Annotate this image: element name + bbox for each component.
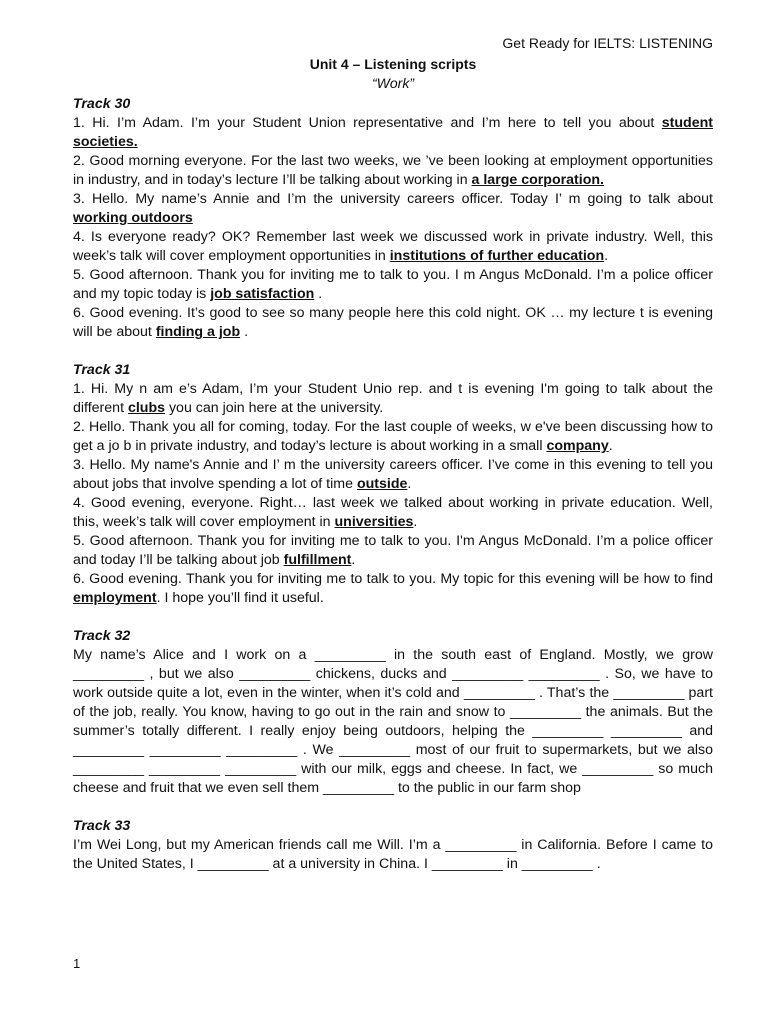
- unit-title: Unit 4 – Listening scripts: [309, 56, 477, 72]
- document-page: [73, 34, 713, 893]
- gap-fill-paragraph: I’m Wei Long, but my American friends call me Will. I’m a _________ in California. Before I came to the United States, I _________ at a university in China. I _________ in _________ .: [73, 837, 713, 872]
- answer-phrase: outside: [356, 476, 408, 492]
- script-line: 1. Hi. I’m Adam. I’m your Student Union representative and I’m here to tell you about student societies.: [73, 115, 713, 150]
- script-line: 6. Good evening. It’s good to see so many people here this cold night. OK … my lecture t is evening will be about finding a job .: [73, 305, 713, 340]
- track-title: Track 32: [73, 628, 131, 644]
- script-line: 3. Hello. My name's Annie and I’ m the university careers officer. I’ve come in this evening to tell you about jobs that involve spending a lot of time outside.: [73, 457, 713, 492]
- gap-fill-paragraph: My name’s Alice and I work on a _________ in the south east of England. Mostly, we grow _________ , but we also _________ chickens, ducks and _________ _________ . So, we have to work outside quite a lot, even in the winter, when it’s cold and _________ . That’s the _________ part of the job, really. You know, having to go out in the rain and snow to _________ the animals. But the summer’s totally different. I really enjoy being outdoors, helping the _________ _________ and _________ _________ _________ . We _________ most of our fruit to supermarkets, but we also _________ _________ _________ with our milk, eggs and cheese. In fact, we _________ so much cheese and fruit that we even sell them _________ to the public in our farm shop: [73, 647, 713, 796]
- answer-phrase: fulfillment: [283, 552, 352, 568]
- track-30: [73, 95, 713, 342]
- track-title: Track 33: [73, 818, 131, 834]
- script-line: 4. Is everyone ready? OK? Remember last week we discussed work in private industry. Well, this week’s talk will cover employment opportunities in institutions of further education.: [73, 229, 713, 264]
- running-header: Get Ready for IELTS: LISTENING: [502, 35, 713, 51]
- page-number: 1: [73, 956, 81, 971]
- unit-subtitle: “Work”: [372, 75, 414, 91]
- track-33: [73, 817, 713, 874]
- track-title: Track 31: [73, 362, 131, 378]
- script-line: 4. Good evening, everyone. Right… last week we talked about working in private education. Well, this, week’s talk will cover employment in universities.: [73, 495, 713, 530]
- script-line: 3. Hello. My name’s Annie and I’m the university careers officer. Today I’ m going to talk about working outdoors: [73, 191, 713, 226]
- answer-phrase: a large corporation.: [471, 172, 604, 188]
- answer-phrase: universities: [334, 514, 414, 530]
- script-line: 5. Good afternoon. Thank you for inviting me to talk to you. I'm Angus McDonald. I’m a police officer and today I’ll be talking about job fulfillment.: [73, 533, 713, 568]
- answer-phrase: institutions of further education: [389, 248, 605, 264]
- answer-phrase: job satisfaction: [210, 286, 315, 302]
- answer-phrase: employment: [73, 590, 157, 606]
- track-title: Track 30: [73, 96, 131, 112]
- answer-phrase: company: [546, 438, 609, 454]
- script-line: 1. Hi. My n am e’s Adam, I’m your Student Unio rep. and t is evening I'm going to talk about the different clubs you can join here at the university.: [73, 381, 713, 416]
- track-31: [73, 361, 713, 608]
- answer-phrase: clubs: [127, 400, 166, 416]
- track-32: [73, 627, 713, 798]
- script-line: 2. Hello. Thank you all for coming, today. For the last couple of weeks, w e've been discussing how to get a jo b in private industry, and today’s lecture is about working in a small company.: [73, 419, 713, 454]
- script-line: 6. Good evening. Thank you for inviting me to talk to you. My topic for this evening will be how to find employment. I hope you’ll find it useful.: [73, 571, 713, 606]
- answer-phrase: student societies.: [73, 115, 713, 150]
- answer-phrase: working outdoors: [73, 210, 193, 226]
- script-line: 2. Good morning everyone. For the last two weeks, we ’ve been looking at employment opportunities in industry, and in today’s lecture I’ll be talking about working in a large corporation.: [73, 153, 713, 188]
- answer-phrase: finding a job: [155, 324, 241, 340]
- script-line: 5. Good afternoon. Thank you for inviting me to talk to you. I m Angus McDonald. I’m a police officer and my topic today is job satisfaction .: [73, 267, 713, 302]
